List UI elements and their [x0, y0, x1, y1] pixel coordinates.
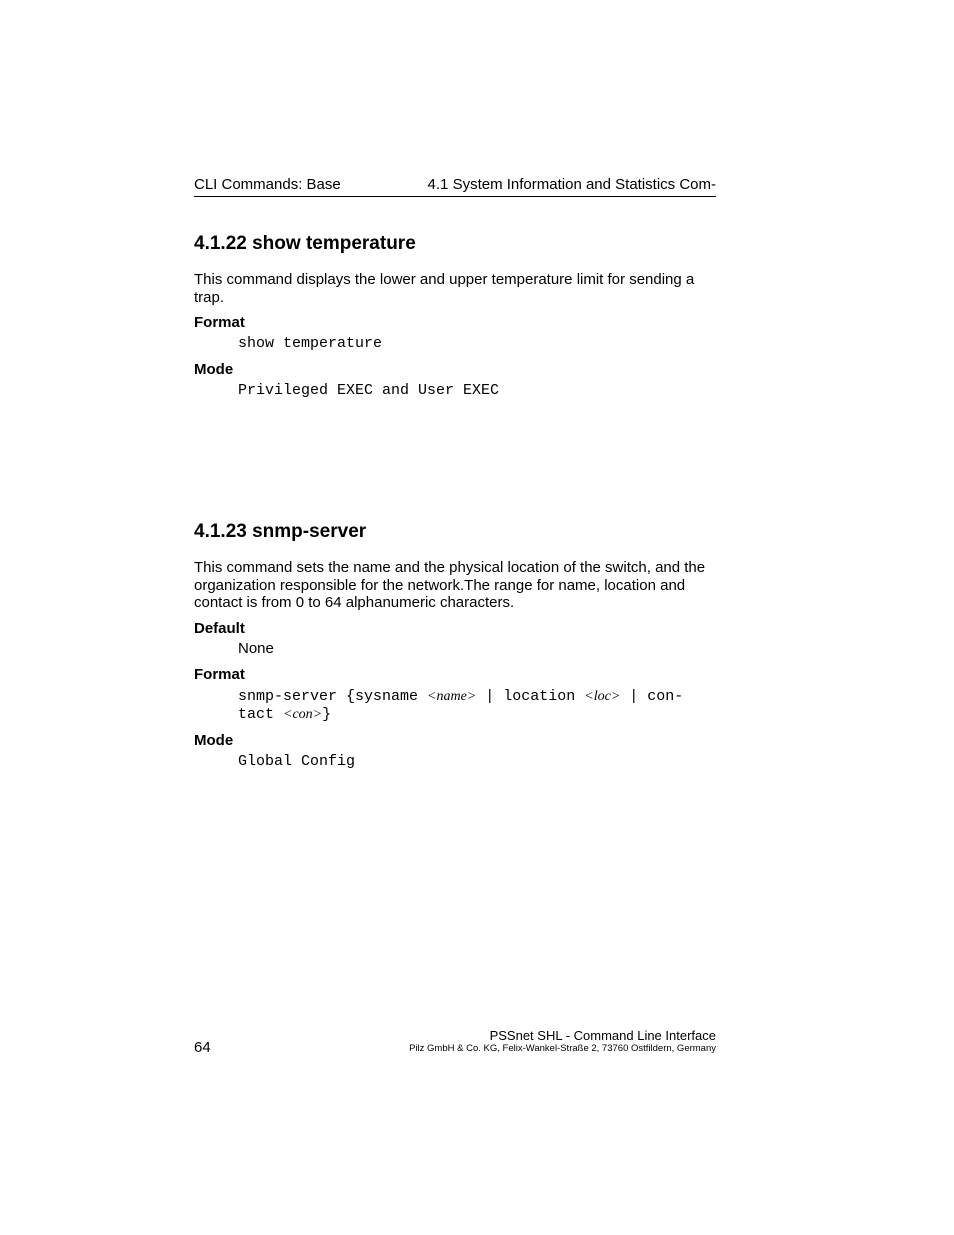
command-param-name: <name>: [427, 689, 477, 704]
mode-label: Mode: [194, 732, 234, 749]
command-text: | location: [476, 688, 585, 705]
header-divider: [194, 196, 716, 197]
command-param-con: <con>: [283, 707, 323, 722]
command-text: tact: [238, 706, 284, 723]
section-description-show-temperature: This command displays the lower and upper temperature limit for sending a trap.: [194, 271, 695, 306]
mode-label: Mode: [194, 361, 234, 378]
format-label: Format: [194, 314, 245, 331]
format-command-line-1: [238, 688, 683, 706]
format-command: [238, 688, 683, 724]
mode-value: Global Config: [238, 753, 356, 770]
section-description-snmp-server: This command sets the name and the physical location of the switch, and the organization responsible for the network.The range for name, location and contact is from 0 to 64 alphanumeric characters.: [194, 559, 706, 612]
command-param-loc: <loc>: [584, 689, 621, 704]
section-title-show-temperature: 4.1.22 show temperature: [194, 233, 416, 254]
format-command: show temperature: [238, 335, 383, 352]
page-number: 64: [194, 1039, 211, 1056]
footer-company-address: Pilz GmbH & Co. KG, Felix-Wankel-Straße 2, 73760 Ostfildern, Germany: [409, 1043, 716, 1054]
running-header-chapter: CLI Commands: Base: [194, 176, 341, 193]
section-title-snmp-server: 4.1.23 snmp-server: [194, 521, 367, 542]
format-label: Format: [194, 666, 245, 683]
mode-value: Privileged EXEC and User EXEC: [238, 382, 500, 399]
command-text: }: [322, 706, 332, 723]
format-command-line-2: [238, 706, 683, 724]
footer-product-title: PSSnet SHL - Command Line Interface: [489, 1028, 716, 1043]
command-text: snmp-server {sysname: [238, 688, 428, 705]
running-header-section: 4.1 System Information and Statistics Com-: [427, 176, 716, 193]
command-text: | con-: [620, 688, 684, 705]
default-label: Default: [194, 620, 245, 637]
default-value: None: [238, 640, 274, 657]
